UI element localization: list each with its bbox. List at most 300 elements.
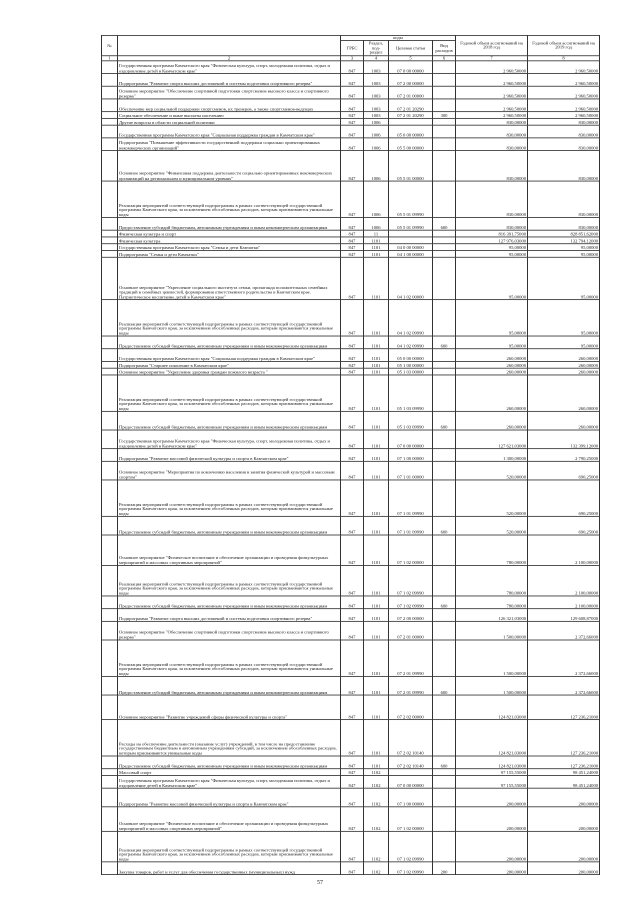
table-row xyxy=(102,375,600,411)
row-grbs-cell: 847 xyxy=(341,862,364,875)
row-grbs-cell: 847 xyxy=(341,257,364,299)
table-row xyxy=(102,181,600,217)
row-number-cell xyxy=(102,516,118,535)
row-name-cell: Социальное обеспечение и иные выплаты населению xyxy=(118,112,341,119)
row-section-cell: 1006 xyxy=(364,218,389,231)
row-target-article-cell: 04 0 00 00000 xyxy=(389,244,433,251)
row-grbs-cell: 847 xyxy=(341,776,364,789)
row-target-article-cell: 07 1 01 09990 xyxy=(389,480,433,516)
row-amount-2018-cell: 95,00000 xyxy=(456,244,528,251)
row-expense-type-cell xyxy=(433,151,456,181)
row-number-cell xyxy=(102,300,118,336)
row-expense-type-cell xyxy=(433,480,456,516)
row-target-article-cell xyxy=(389,237,433,244)
row-section-cell: 1003 xyxy=(364,99,389,112)
row-amount-2019-cell: 200,00000 xyxy=(528,831,600,861)
row-grbs-cell: 847 xyxy=(341,720,364,756)
row-amount-2019-cell: 95,00000 xyxy=(528,257,600,299)
header-codes: коды xyxy=(341,35,456,40)
row-section-cell: 1003 xyxy=(364,112,389,119)
row-section-cell: 1003 xyxy=(364,61,389,74)
row-name-cell: Обеспечение мер социальной поддержки спортсменов, их тренеров, а также спортсменов-ведущих xyxy=(118,99,341,112)
row-grbs-cell: 847 xyxy=(341,640,364,676)
row-grbs-cell: 847 xyxy=(341,609,364,622)
table-row xyxy=(102,151,600,181)
row-grbs-cell: 847 xyxy=(341,411,364,430)
row-grbs-cell: 847 xyxy=(341,461,364,480)
table-row xyxy=(102,361,600,368)
row-target-article-cell: 07 0 00 00000 xyxy=(389,61,433,74)
row-name-cell: Основное мероприятие "Мероприятия по вовлечению населения в занятия физической культурой и массовым спортом" xyxy=(118,461,341,480)
row-amount-2018-cell: 200,00000 xyxy=(456,788,528,807)
row-name-cell: Предоставление субсидий бюджетным, автономным учреждениям и иным некоммерческим организациям xyxy=(118,218,341,231)
row-name-cell: Основное мероприятие "Обеспечение спортивной подготовки спортсменов высокого класса и спортивного резерва" xyxy=(118,86,341,99)
row-expense-type-cell xyxy=(433,74,456,87)
row-name-cell: Государственная программа Камчатского края "Физическая культура, спорт, молодежная политика, отдых и оздоровление детей в Камчатском крае" xyxy=(118,61,341,74)
row-amount-2018-cell: 1 500,00000 xyxy=(456,640,528,676)
row-amount-2018-cell: 830,00000 xyxy=(456,138,528,151)
table-row xyxy=(102,368,600,375)
row-target-article-cell: 07 2 00 00000 xyxy=(389,609,433,622)
row-number-cell xyxy=(102,218,118,231)
row-name-cell: Закупка товаров, работ и услуг для обеспечения государственных (муниципальных) нужд xyxy=(118,862,341,875)
row-target-article-cell: 04 1 02 09990 xyxy=(389,336,433,349)
row-target-article-cell: 07 1 01 09990 xyxy=(389,516,433,535)
row-expense-type-cell xyxy=(433,251,456,258)
row-number-cell xyxy=(102,151,118,181)
row-number-cell xyxy=(102,695,118,720)
table-row xyxy=(102,776,600,789)
row-expense-type-cell xyxy=(433,230,456,237)
row-amount-2019-cell: 830,00000 xyxy=(528,125,600,138)
row-name-cell: Реализация мероприятий соответствующей подпрограммы в рамках соответствующей государственной программы Камчатского края, за исключением обособленных расходов, которым присваиваются уникальные коды xyxy=(118,300,341,336)
row-amount-2018-cell: 2 960,50000 xyxy=(456,112,528,119)
row-number-cell xyxy=(102,181,118,217)
row-amount-2018-cell: 200,00000 xyxy=(456,831,528,861)
row-target-article-cell: 05 1 00 00000 xyxy=(389,361,433,368)
row-grbs-cell: 847 xyxy=(341,230,364,237)
row-name-cell: Государственная программа Камчатского края "Социальная поддержка граждан в Камчатском крае" xyxy=(118,125,341,138)
row-number-cell xyxy=(102,349,118,362)
header-year-2018: Годовой объем ассигнований на 2018 год xyxy=(456,35,528,55)
row-amount-2019-cell: 132 794,12000 xyxy=(528,237,600,244)
row-expense-type-cell xyxy=(433,461,456,480)
row-amount-2018-cell: 126 321,03000 xyxy=(456,609,528,622)
table-row xyxy=(102,237,600,244)
row-section-cell: 1101 xyxy=(364,720,389,756)
row-name-cell: Основное мероприятие "Физическое воспитание и обеспечение организации и проведения физкультурных мероприятий и массовых спортивных мероприятий" xyxy=(118,807,341,832)
row-amount-2018-cell: 200,00000 xyxy=(456,807,528,832)
row-section-cell: 11 xyxy=(364,230,389,237)
row-section-cell: 1101 xyxy=(364,480,389,516)
row-target-article-cell: 04 1 00 00000 xyxy=(389,251,433,258)
row-name-cell: Предоставление субсидий бюджетным, автономным учреждениям и иным некоммерческим организациям xyxy=(118,336,341,349)
row-grbs-cell: 847 xyxy=(341,449,364,462)
row-grbs-cell: 847 xyxy=(341,788,364,807)
page-number: 57 xyxy=(317,880,323,886)
table-row xyxy=(102,99,600,112)
row-amount-2019-cell: 127 236,21000 xyxy=(528,695,600,720)
row-number-cell xyxy=(102,566,118,596)
row-name-cell: Подпрограмма "Развитие спорта высших достижений и системы подготовки спортивного резерва" xyxy=(118,74,341,87)
row-grbs-cell: 847 xyxy=(341,181,364,217)
row-expense-type-cell xyxy=(433,99,456,112)
row-expense-type-cell xyxy=(433,449,456,462)
row-amount-2018-cell: 95,00000 xyxy=(456,257,528,299)
row-amount-2018-cell: 124 821,03000 xyxy=(456,695,528,720)
row-section-cell: 1102 xyxy=(364,769,389,776)
table-row xyxy=(102,756,600,769)
row-target-article-cell: 07 0 00 00000 xyxy=(389,430,433,449)
row-expense-type-cell xyxy=(433,61,456,74)
row-expense-type-cell xyxy=(433,300,456,336)
row-grbs-cell: 847 xyxy=(341,430,364,449)
row-expense-type-cell: 600 xyxy=(433,596,456,609)
row-name-cell: Подпрограмма "Повышение эффективности государственной поддержки социально ориентированных некоммерческих организаций" xyxy=(118,138,341,151)
table-row xyxy=(102,596,600,609)
row-section-cell: 1102 xyxy=(364,807,389,832)
row-section-cell: 1101 xyxy=(364,640,389,676)
table-row xyxy=(102,336,600,349)
row-section-cell: 1006 xyxy=(364,118,389,125)
row-target-article-cell xyxy=(389,118,433,125)
row-grbs-cell: 847 xyxy=(341,244,364,251)
row-amount-2019-cell: 2 960,50000 xyxy=(528,74,600,87)
row-name-cell: Подпрограмма "Старшее поколение в Камчатском крае" xyxy=(118,361,341,368)
row-grbs-cell: 847 xyxy=(341,151,364,181)
row-expense-type-cell xyxy=(433,349,456,362)
row-name-cell: Реализация мероприятий соответствующей подпрограммы в рамках соответствующей государственной программы Камчатского края, за исключением обособленных расходов, которым присваиваются уникальные коды xyxy=(118,831,341,861)
row-expense-type-cell xyxy=(433,535,456,565)
table-row xyxy=(102,218,600,231)
row-name-cell: Расходы на обеспечение деятельности (оказание услуг) учреждений, в том числе на предоставление государственным бюджетным и автономным учреждениям субсидий, за исключением обособленных расходов, которым присваиваются уникальные коды xyxy=(118,720,341,756)
row-name-cell: Подпрограмма "Развитие массовой физической культуры и спорта в Камчатском крае" xyxy=(118,788,341,807)
row-grbs-cell: 847 xyxy=(341,676,364,695)
row-section-cell: 1006 xyxy=(364,125,389,138)
header-index: 6 xyxy=(433,55,456,60)
row-expense-type-cell xyxy=(433,181,456,217)
row-amount-2019-cell: 2 960,50000 xyxy=(528,61,600,74)
row-section-cell: 1006 xyxy=(364,181,389,217)
table-row xyxy=(102,430,600,449)
row-grbs-cell: 847 xyxy=(341,336,364,349)
row-grbs-cell: 847 xyxy=(341,349,364,362)
row-grbs-cell: 847 xyxy=(341,118,364,125)
row-target-article-cell: 07 2 02 10140 xyxy=(389,720,433,756)
row-grbs-cell: 847 xyxy=(341,516,364,535)
row-expense-type-cell xyxy=(433,237,456,244)
row-number-cell xyxy=(102,368,118,375)
row-target-article-cell: 05 1 03 09990 xyxy=(389,375,433,411)
row-name-cell: Государственная программа Камчатского края "Физическая культура, спорт, молодежная политика, отдых и оздоровление детей в Камчатском крае" xyxy=(118,430,341,449)
table-row xyxy=(102,411,600,430)
row-target-article-cell: 05 0 00 00000 xyxy=(389,125,433,138)
row-name-cell: Предоставление субсидий бюджетным, автономным учреждениям и иным некоммерческим организациям xyxy=(118,516,341,535)
row-section-cell: 1101 xyxy=(364,349,389,362)
table-row xyxy=(102,676,600,695)
budget-sheet xyxy=(101,35,599,875)
row-number-cell xyxy=(102,99,118,112)
row-expense-type-cell: 300 xyxy=(433,112,456,119)
row-number-cell xyxy=(102,112,118,119)
row-amount-2019-cell: 2 100,00000 xyxy=(528,596,600,609)
row-section-cell: 1101 xyxy=(364,411,389,430)
table-row xyxy=(102,609,600,622)
row-expense-type-cell xyxy=(433,807,456,832)
row-target-article-cell: 07 2 00 00000 xyxy=(389,74,433,87)
row-number-cell xyxy=(102,461,118,480)
row-amount-2018-cell: 2 960,50000 xyxy=(456,74,528,87)
row-expense-type-cell xyxy=(433,695,456,720)
row-grbs-cell: 847 xyxy=(341,125,364,138)
row-target-article-cell: 07 2 01 20290 xyxy=(389,112,433,119)
row-grbs-cell: 847 xyxy=(341,368,364,375)
row-expense-type-cell: 600 xyxy=(433,516,456,535)
header-index: 8 xyxy=(528,55,600,60)
row-amount-2019-cell: 200,00000 xyxy=(528,862,600,875)
row-number-cell xyxy=(102,769,118,776)
row-amount-2019-cell: 2 100,00000 xyxy=(528,535,600,565)
table-row xyxy=(102,300,600,336)
row-expense-type-cell xyxy=(433,621,456,640)
row-amount-2018-cell: 2 960,50000 xyxy=(456,99,528,112)
header-grbs: ГРБС xyxy=(341,41,364,56)
row-target-article-cell xyxy=(389,769,433,776)
row-target-article-cell: 07 1 00 00000 xyxy=(389,449,433,462)
header-target-article: Целевая статья xyxy=(389,41,433,56)
table-row xyxy=(102,257,600,299)
row-amount-2018-cell: 520,00000 xyxy=(456,480,528,516)
row-number-cell xyxy=(102,61,118,74)
row-grbs-cell: 847 xyxy=(341,695,364,720)
table-row xyxy=(102,449,600,462)
row-amount-2018-cell: 520,00000 xyxy=(456,516,528,535)
row-name-cell: Массовый спорт xyxy=(118,769,341,776)
row-grbs-cell: 847 xyxy=(341,621,364,640)
row-amount-2018-cell: 830,00000 xyxy=(456,125,528,138)
row-number-cell xyxy=(102,720,118,756)
row-amount-2019-cell: 2 100,00000 xyxy=(528,566,600,596)
row-amount-2018-cell: 830,00000 xyxy=(456,218,528,231)
row-number-cell xyxy=(102,776,118,789)
row-amount-2018-cell: 260,00000 xyxy=(456,411,528,430)
row-name-cell: Основное мероприятие "Укрепление социального института семьи, пропаганда положительных семейных традиций в семейных ценностей, формирования ответственного родительства в Камчатском крае. Патриотическое воспитание детей в Камчатском крае" xyxy=(118,257,341,299)
row-target-article-cell: 07 1 02 09990 xyxy=(389,862,433,875)
row-grbs-cell: 847 xyxy=(341,86,364,99)
row-section-cell: 1003 xyxy=(364,86,389,99)
row-target-article-cell: 07 2 01 09990 xyxy=(389,640,433,676)
row-amount-2019-cell: 2 960,50000 xyxy=(528,99,600,112)
row-amount-2019-cell: 95,00000 xyxy=(528,244,600,251)
table-row xyxy=(102,535,600,565)
row-amount-2018-cell: 2 960,50000 xyxy=(456,61,528,74)
row-number-cell xyxy=(102,336,118,349)
row-amount-2018-cell: 97 155,55000 xyxy=(456,776,528,789)
row-grbs-cell: 847 xyxy=(341,361,364,368)
table-row xyxy=(102,831,600,861)
row-amount-2019-cell: 828 851,62000 xyxy=(528,230,600,237)
row-section-cell: 1101 xyxy=(364,596,389,609)
row-amount-2018-cell: 1 300,00000 xyxy=(456,449,528,462)
row-number-cell xyxy=(102,609,118,622)
row-target-article-cell xyxy=(389,230,433,237)
row-section-cell: 1101 xyxy=(364,251,389,258)
row-amount-2018-cell: 200,00000 xyxy=(456,862,528,875)
row-amount-2018-cell: 260,00000 xyxy=(456,368,528,375)
row-name-cell: Основное мероприятие "Финансовая поддержка деятельности социально ориентированных некоммерческих организаций на региональном и муниципальном уровнях" xyxy=(118,151,341,181)
row-section-cell: 1101 xyxy=(364,676,389,695)
row-section-cell: 1101 xyxy=(364,756,389,769)
row-amount-2018-cell: 260,00000 xyxy=(456,361,528,368)
row-expense-type-cell xyxy=(433,776,456,789)
row-amount-2019-cell: 98 451,24000 xyxy=(528,769,600,776)
row-number-cell xyxy=(102,237,118,244)
row-amount-2019-cell: 690,25000 xyxy=(528,461,600,480)
row-section-cell: 1101 xyxy=(364,695,389,720)
row-amount-2018-cell: 124 821,03000 xyxy=(456,720,528,756)
row-target-article-cell: 05 5 01 09990 xyxy=(389,181,433,217)
row-number-cell xyxy=(102,138,118,151)
row-amount-2018-cell: 95,00000 xyxy=(456,300,528,336)
row-number-cell xyxy=(102,756,118,769)
row-amount-2019-cell: 98 451,24000 xyxy=(528,776,600,789)
row-number-cell xyxy=(102,230,118,237)
row-number-cell xyxy=(102,118,118,125)
row-name-cell: Основное мероприятие "Развитие учреждений сферы физической культуры и спорта" xyxy=(118,695,341,720)
row-amount-2018-cell: 95,00000 xyxy=(456,336,528,349)
row-target-article-cell: 07 0 00 00000 xyxy=(389,776,433,789)
row-grbs-cell: 847 xyxy=(341,237,364,244)
table-row xyxy=(102,61,600,74)
table-row xyxy=(102,251,600,258)
row-name-cell: Предоставление субсидий бюджетным, автономным учреждениям и иным некоммерческим организациям xyxy=(118,596,341,609)
row-amount-2019-cell: 200,00000 xyxy=(528,788,600,807)
row-amount-2018-cell: 260,00000 xyxy=(456,375,528,411)
header-expense-type: Вид расходов xyxy=(433,41,456,56)
row-number-cell xyxy=(102,361,118,368)
row-number-cell xyxy=(102,862,118,875)
row-section-cell: 1101 xyxy=(364,237,389,244)
row-target-article-cell: 05 5 01 09990 xyxy=(389,218,433,231)
row-amount-2019-cell: 830,00000 xyxy=(528,118,600,125)
table-row xyxy=(102,74,600,87)
table-row xyxy=(102,720,600,756)
row-section-cell: 1101 xyxy=(364,257,389,299)
row-number-cell xyxy=(102,621,118,640)
row-amount-2019-cell: 830,00000 xyxy=(528,218,600,231)
row-amount-2018-cell: 780,00000 xyxy=(456,566,528,596)
row-name-cell: Государственная программа Камчатского края "Семья и дети Камчатки" xyxy=(118,244,341,251)
row-amount-2018-cell: 2 960,50000 xyxy=(456,86,528,99)
row-name-cell: Физическая культура и спорт xyxy=(118,230,341,237)
row-amount-2018-cell: 780,00000 xyxy=(456,535,528,565)
row-amount-2019-cell: 2 960,50000 xyxy=(528,86,600,99)
table-row xyxy=(102,112,600,119)
row-section-cell: 1102 xyxy=(364,788,389,807)
row-expense-type-cell xyxy=(433,769,456,776)
row-grbs-cell: 847 xyxy=(341,74,364,87)
row-amount-2019-cell: 200,00000 xyxy=(528,807,600,832)
row-amount-2019-cell: 2 372,66000 xyxy=(528,621,600,640)
row-target-article-cell: 07 1 02 09990 xyxy=(389,596,433,609)
header-index: 4 xyxy=(364,55,389,60)
row-amount-2019-cell: 260,00000 xyxy=(528,361,600,368)
row-name-cell: Подпрограмма "Развитие спорта высших достижений и системы подготовки спортивного резерва" xyxy=(118,609,341,622)
row-amount-2018-cell: 1 500,00000 xyxy=(456,621,528,640)
table-row xyxy=(102,349,600,362)
row-name-cell: Физическая культура xyxy=(118,237,341,244)
row-target-article-cell: 05 5 00 00000 xyxy=(389,138,433,151)
row-amount-2018-cell: 260,00000 xyxy=(456,349,528,362)
row-section-cell: 1102 xyxy=(364,831,389,861)
row-number-cell xyxy=(102,125,118,138)
row-grbs-cell: 847 xyxy=(341,807,364,832)
row-expense-type-cell xyxy=(433,368,456,375)
row-amount-2019-cell: 127 236,21000 xyxy=(528,756,600,769)
row-name-cell: Основное мероприятие "Обеспечение спортивной подготовки спортсменов высокого класса и спортивного резерва" xyxy=(118,621,341,640)
row-target-article-cell: 05 0 00 00000 xyxy=(389,349,433,362)
table-row xyxy=(102,230,600,237)
row-grbs-cell: 847 xyxy=(341,480,364,516)
row-number-cell xyxy=(102,596,118,609)
table-row xyxy=(102,118,600,125)
row-target-article-cell: 05 1 03 09990 xyxy=(389,411,433,430)
table-row xyxy=(102,862,600,875)
row-grbs-cell: 847 xyxy=(341,218,364,231)
row-number-cell xyxy=(102,257,118,299)
row-name-cell: Предоставление субсидий бюджетным, автономным учреждениям и иным некоммерческим организациям xyxy=(118,756,341,769)
row-target-article-cell: 07 1 02 09990 xyxy=(389,831,433,861)
row-number-cell xyxy=(102,375,118,411)
row-name-cell: Основное мероприятие "Физическое воспитание и обеспечение организации и проведения физкультурных мероприятий и массовых спортивных мероприятий" xyxy=(118,535,341,565)
table-row xyxy=(102,125,600,138)
row-amount-2018-cell: 1 500,00000 xyxy=(456,676,528,695)
row-target-article-cell: 07 1 02 09990 xyxy=(389,566,433,596)
header-index: 7 xyxy=(456,55,528,60)
row-number-cell xyxy=(102,251,118,258)
table-row xyxy=(102,86,600,99)
row-expense-type-cell xyxy=(433,566,456,596)
row-section-cell: 1101 xyxy=(364,566,389,596)
table-row xyxy=(102,138,600,151)
row-expense-type-cell: 600 xyxy=(433,218,456,231)
row-name-cell: Реализация мероприятий соответствующей подпрограммы в рамках соответствующей государственной программы Камчатского края, за исключением обособленных расходов, которым присваиваются уникальные коды xyxy=(118,566,341,596)
row-expense-type-cell: 600 xyxy=(433,756,456,769)
row-number-cell xyxy=(102,449,118,462)
row-section-cell: 1101 xyxy=(364,430,389,449)
row-expense-type-cell xyxy=(433,138,456,151)
row-grbs-cell: 847 xyxy=(341,300,364,336)
row-grbs-cell: 847 xyxy=(341,251,364,258)
row-expense-type-cell xyxy=(433,86,456,99)
row-expense-type-cell xyxy=(433,720,456,756)
header-section: Раздел, под- раздел xyxy=(364,41,389,56)
row-amount-2019-cell: 95,00000 xyxy=(528,336,600,349)
row-grbs-cell: 847 xyxy=(341,566,364,596)
table-body xyxy=(102,61,600,875)
row-amount-2018-cell: 95,00000 xyxy=(456,251,528,258)
table-row xyxy=(102,461,600,480)
row-amount-2018-cell: 780,00000 xyxy=(456,596,528,609)
header-name-blank xyxy=(118,35,341,55)
row-section-cell: 1003 xyxy=(364,74,389,87)
row-amount-2019-cell: 2 790,25000 xyxy=(528,449,600,462)
row-name-cell: Государственная программа Камчатского края "Социальная поддержка граждан в Камчатском крае" xyxy=(118,349,341,362)
row-grbs-cell: 847 xyxy=(341,375,364,411)
row-amount-2019-cell: 2 960,50000 xyxy=(528,112,600,119)
row-name-cell: Реализация мероприятий соответствующей подпрограммы в рамках соответствующей государственной программы Камчатского края, за исключением обособленных расходов, которым присваиваются уникальные коды xyxy=(118,181,341,217)
row-number-cell xyxy=(102,74,118,87)
